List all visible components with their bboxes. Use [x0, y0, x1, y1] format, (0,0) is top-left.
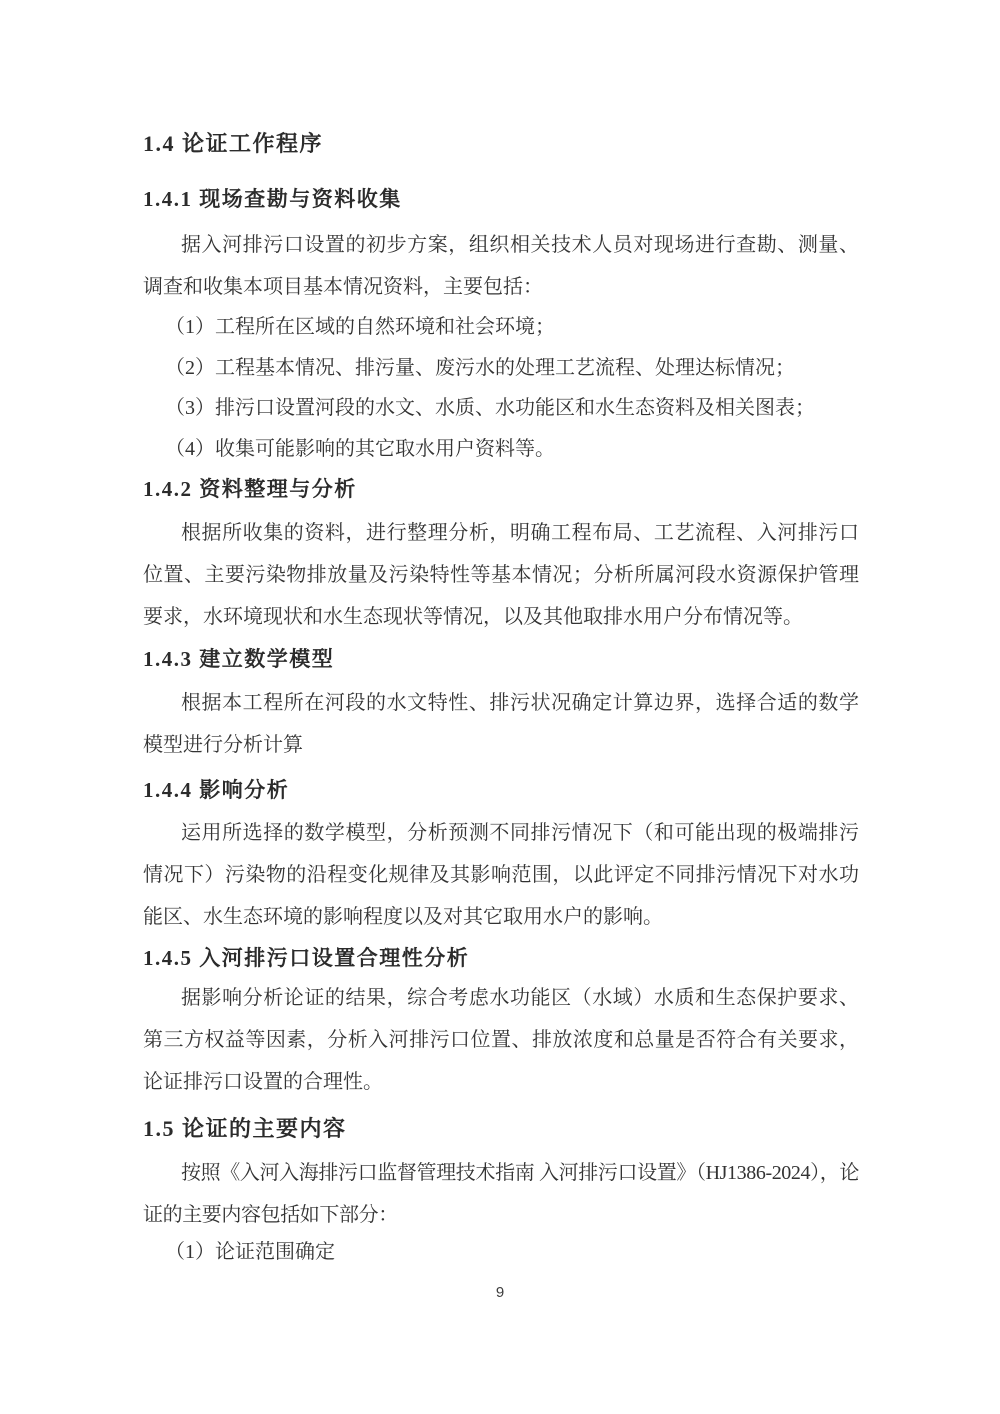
list-item: （1）论证范围确定	[165, 1241, 335, 1263]
section-heading-1-4: 1.4 论证工作程序	[143, 131, 324, 156]
list-item: （3）排污口设置河段的水文、水质、水功能区和水生态资料及相关图表；	[165, 397, 815, 419]
list-1-4-1	[143, 307, 859, 469]
section-heading-1-4-5: 1.4.5 入河排污口设置合理性分析	[143, 946, 470, 970]
paragraph-1-4-5: 据影响分析论证的结果，综合考虑水功能区（水域）水质和生态保护要求、第三方权益等因素，分析入河排污口位置、排放浓度和总量是否符合有关要求，论证排污口设置的合理性。	[143, 987, 859, 1093]
section-heading-1-4-3: 1.4.3 建立数学模型	[143, 647, 335, 671]
section-heading-1-4-4: 1.4.4 影响分析	[143, 778, 290, 802]
section-heading-1-5: 1.5 论证的主要内容	[143, 1116, 347, 1141]
list-item: （2）工程基本情况、排污量、废污水的处理工艺流程、处理达标情况；	[165, 356, 795, 379]
list-item: （4）收集可能影响的其它取水用户资料等。	[165, 437, 555, 460]
paragraph-1-4-4: 运用所选择的数学模型，分析预测不同排污情况下（和可能出现的极端排污情况下）污染物的沿程变化规律及其影响范围，以此评定不同排污情况下对水功能区、水生态环境的影响程度以及对其它取用水户的影响。	[143, 822, 859, 928]
section-heading-1-4-2: 1.4.2 资料整理与分析	[143, 477, 357, 501]
paragraph-1-5: 按照《入河入海排污口监督管理技术指南 入河排污口设置》（HJ1386-2024），论证的主要内容包括如下部分：	[143, 1162, 859, 1226]
paragraph-1-4-2: 根据所收集的资料，进行整理分析，明确工程布局、工艺流程、入河排污口位置、主要污染物排放量及污染特性等基本情况；分析所属河段水资源保护管理要求，水环境现状和水生态现状等情况，以及其他取排水用户分布情况等。	[143, 522, 859, 628]
page-number: 9	[495, 1284, 505, 1301]
paragraph-1-4-1: 据入河排污口设置的初步方案，组织相关技术人员对现场进行查勘、测量、调查和收集本项目基本情况资料，主要包括：	[143, 234, 859, 298]
list-1-5	[143, 1232, 859, 1273]
paragraph-1-4-3: 根据本工程所在河段的水文特性、排污状况确定计算边界，选择合适的数学模型进行分析计算	[143, 692, 859, 756]
section-heading-1-4-1: 1.4.1 现场查勘与资料收集	[143, 187, 402, 211]
list-item: （1）工程所在区域的自然环境和社会环境；	[165, 316, 555, 338]
